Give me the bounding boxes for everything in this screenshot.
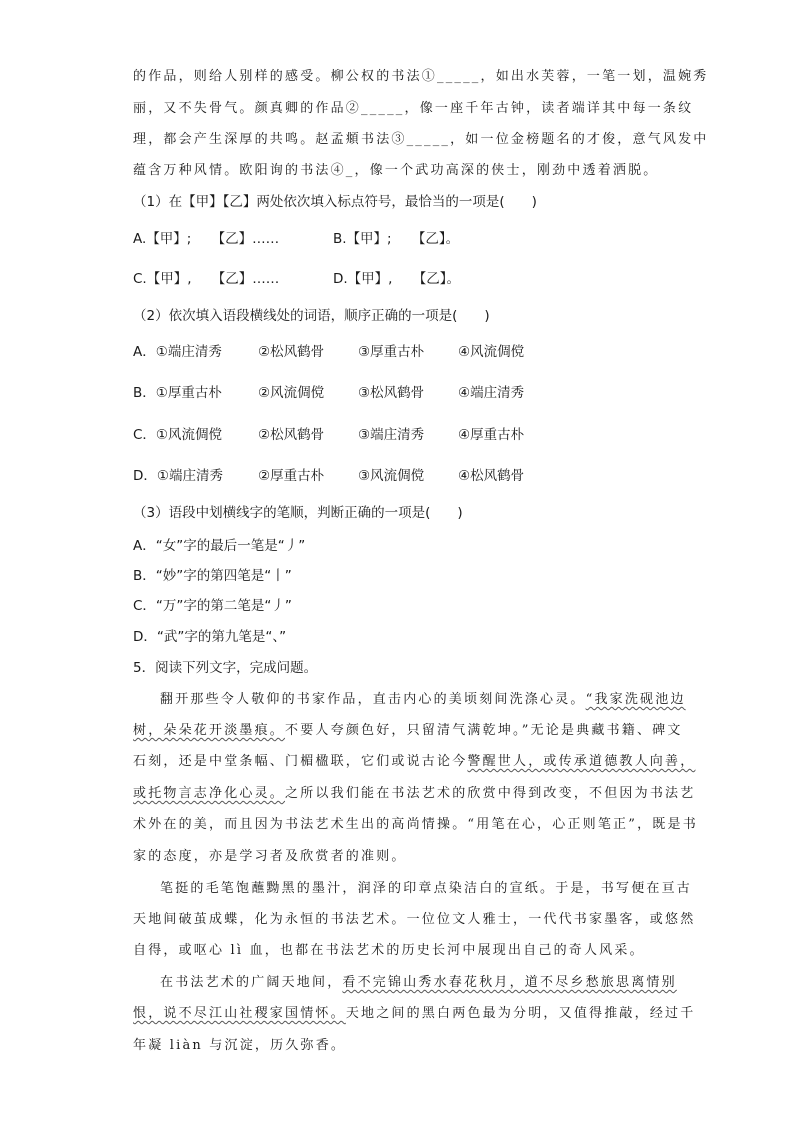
option-a-4: ④风流倜傥 [458, 344, 525, 360]
reading-p1-line-5: 术外在的美，而且因为书法艺术生出的高尚情操。“用笔在心，心正则笔正”，既是书 [133, 817, 698, 832]
question-1-option-d: D.【甲】, 【乙】。 [333, 271, 460, 287]
reading-p1-line-1 [160, 691, 686, 709]
text-run: 之所以我们能在书法艺术的欣赏中得到改变，不但因为书法艺 [285, 786, 696, 801]
reading-p1-line-6: 家的态度，亦是学习者及欣赏者的准则。 [133, 849, 407, 864]
question-2-option-b [133, 384, 524, 402]
passage-line-1: 的作品，则给人别样的感受。柳公权的书法①_____，如出水芙蓉，一笔一划，温婉秀 [133, 69, 709, 84]
question-3-option-a: A．“女”字的最后一笔是“丿” [133, 538, 306, 554]
option-c-4: ④厚重古朴 [458, 427, 525, 443]
passage-line-3: 理，都会产生深厚的共鸣。赵孟頫书法③_____，如一位金榜题名的才俊，意气风发中 [133, 132, 709, 147]
option-a-3: ③厚重古朴 [358, 344, 425, 360]
question-3-option-b: B．“妙”字的第四笔是“丨” [133, 568, 292, 584]
reading-p2-line-3: 自得，或呕心 lì 血，也都在书法艺术的历史长河中展现出自己的奇人风采。 [133, 943, 645, 958]
reading-p1-line-2 [133, 722, 683, 740]
option-b-4: ④端庄清秀 [458, 385, 525, 401]
question-1-option-b: B.【甲】; 【乙】。 [333, 231, 460, 247]
question-2-stem: （2）依次填入语段横线处的词语，顺序正确的一项是( ) [133, 308, 490, 324]
option-d-2: ②厚重古朴 [258, 468, 325, 484]
wavy-underlined-text: “我家洗砚池边 [585, 692, 686, 707]
question-2-option-d [133, 467, 524, 485]
text-run: 天地之间的黑白两色最为分明，又值得推敲，经过千 [345, 1006, 696, 1021]
option-d-4: ④松风鹤骨 [458, 468, 525, 484]
question-5-title: 5．阅读下列文字，完成问题。 [133, 660, 318, 676]
reading-p3-line-3: 年凝 liàn 与沉淀，历久弥香。 [133, 1038, 347, 1053]
text-run: 石刻，还是中堂条幅、门楣楹联，它们或说古论今 [133, 754, 468, 769]
passage-line-4: 蕴含万种风情。欧阳询的书法④_，像一个武功高深的侠士，刚劲中透着洒脱。 [133, 163, 659, 178]
reading-p2-line-2: 天地间破茧成蝶，化为永恒的书法艺术。一位位文人雅士，一代代书家墨客，或悠然 [133, 912, 696, 927]
option-a-1: A．①端庄清秀 [133, 344, 222, 360]
reading-p1-line-3 [133, 753, 695, 771]
option-a-2: ②松风鹤骨 [258, 344, 325, 360]
wavy-underlined-text: 恨，说不尽江山社稷家国情怀。 [133, 1006, 346, 1021]
option-b-1: B．①厚重古朴 [133, 385, 222, 401]
option-d-3: ③风流倜傥 [358, 468, 425, 484]
text-run: 不要人夸颜色好，只留清气满乾坤。”无论是典藏书籍、碑文 [285, 723, 683, 738]
question-2-option-a [133, 343, 524, 361]
question-1-stem: （1）在【甲】【乙】两处依次填入标点符号，最恰当的一项是( ) [133, 194, 537, 210]
option-b-3: ③松风鹤骨 [358, 385, 425, 401]
question-2-option-c [133, 426, 524, 444]
option-c-1: C．①风流倜傥 [133, 427, 223, 443]
reading-p3-line-2 [133, 1005, 695, 1023]
question-1-option-c: C.【甲】, 【乙】…… [133, 271, 280, 287]
wavy-underlined-text: 警醒世人，或传承道德教人向善， [467, 754, 696, 769]
wavy-underlined-text: 树，朵朵花开淡墨痕。 [133, 723, 286, 738]
question-3-stem: （3）语段中划横线字的笔顺，判断正确的一项是( ) [133, 505, 463, 521]
reading-p3-line-1 [160, 974, 677, 992]
reading-p1-line-4 [133, 785, 695, 803]
option-d-1: D．①端庄清秀 [133, 468, 223, 484]
question-3-option-d: D．“武”字的第九笔是“、” [133, 629, 287, 645]
wavy-underlined-text: 或托物言志净化心灵。 [133, 786, 286, 801]
option-c-2: ②松风鹤骨 [258, 427, 325, 443]
option-c-3: ③端庄清秀 [358, 427, 425, 443]
question-3-option-c: C．“万”字的第二笔是“丿” [133, 598, 292, 614]
question-1-option-a: A.【甲】; 【乙】…… [133, 231, 280, 247]
text-run: 在书法艺术的广阔天地间， [160, 975, 343, 990]
reading-p2-line-1: 笔挺的毛笔饱蘸黝黑的墨汁，润泽的印章点染洁白的宣纸。于是，书写便在亘古 [160, 881, 693, 896]
option-b-2: ②风流倜傥 [258, 385, 325, 401]
wavy-underlined-text: 看不完锦山秀水春花秋月，道不尽乡愁旅思离情别 [342, 975, 677, 990]
passage-line-2: 丽，又不失骨气。颜真卿的作品②_____，像一座千年古钟，读者端详其中每一条纹 [133, 101, 694, 116]
text-run: 翻开那些令人敬仰的书家作品，直击内心的美顷刻间洗涤心灵。 [160, 692, 586, 707]
